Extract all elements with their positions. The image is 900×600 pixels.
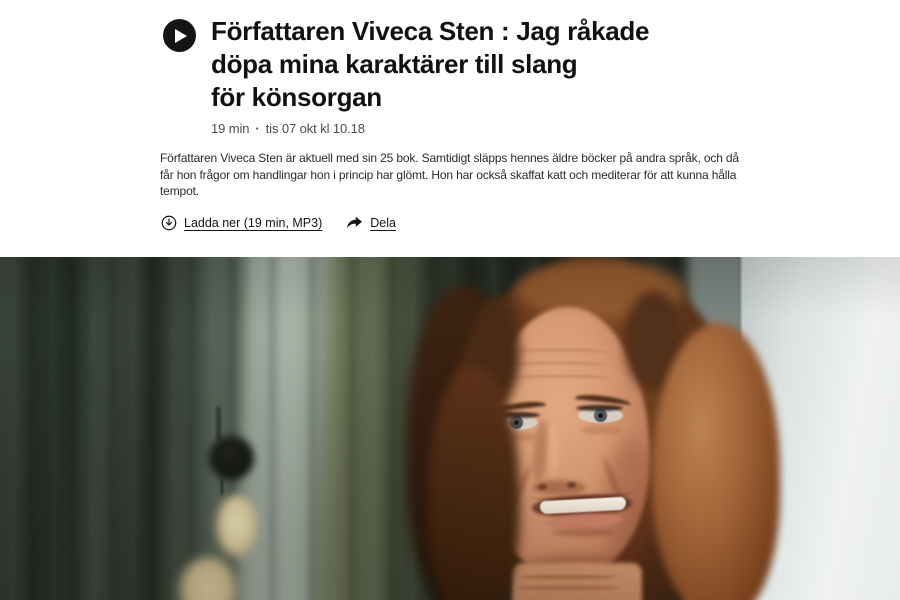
portrait-forehead-line [504, 362, 608, 370]
description-line: Författaren Viveca Sten är aktuell med sin 25 bok. Samtidigt släpps hennes äldre böcker på andra språk, och då [160, 151, 739, 165]
episode-datetime: tis 07 okt kl 10.18 [265, 121, 365, 136]
download-label: Ladda ner (19 min, MP3) [184, 216, 323, 230]
portrait-eye-right [578, 408, 623, 423]
portrait-nose [549, 425, 559, 477]
episode-title [211, 15, 649, 114]
portrait-neck-line [517, 586, 619, 590]
portrait-person [0, 257, 900, 600]
portrait-nostril [567, 482, 576, 488]
download-link[interactable] [161, 215, 322, 231]
portrait-neck-line [520, 575, 616, 579]
title-line: döpa mina karaktärer till slang [211, 49, 578, 79]
portrait-forehead-line [507, 375, 611, 383]
share-label: Dela [370, 216, 396, 230]
title-line: för könsorgan [211, 82, 382, 112]
download-icon [161, 215, 177, 231]
description-line: får hon frågor om handlingar hon i princip har glömt. Hon har också skaffat katt och mediterar för att kunna hålla [160, 167, 737, 182]
portrait-hair [652, 323, 780, 600]
episode-actions [161, 215, 396, 231]
meta-separator: · [255, 121, 260, 136]
play-button[interactable] [163, 19, 196, 52]
portrait-neck [512, 563, 642, 600]
share-icon [346, 216, 363, 231]
episode-duration: 19 min [211, 121, 250, 136]
title-line: Författaren Viveca Sten : Jag råkade [211, 16, 650, 46]
share-link[interactable] [346, 216, 396, 231]
episode-meta [211, 121, 365, 136]
portrait-forehead-line [506, 349, 610, 357]
episode-photo [0, 257, 900, 600]
episode-description [160, 150, 739, 200]
portrait-undereye-shadow [580, 426, 622, 434]
play-icon [175, 29, 187, 43]
description-line: tempot. [160, 184, 199, 198]
portrait-lip-shadow [552, 528, 614, 537]
portrait-nostril [538, 484, 547, 490]
